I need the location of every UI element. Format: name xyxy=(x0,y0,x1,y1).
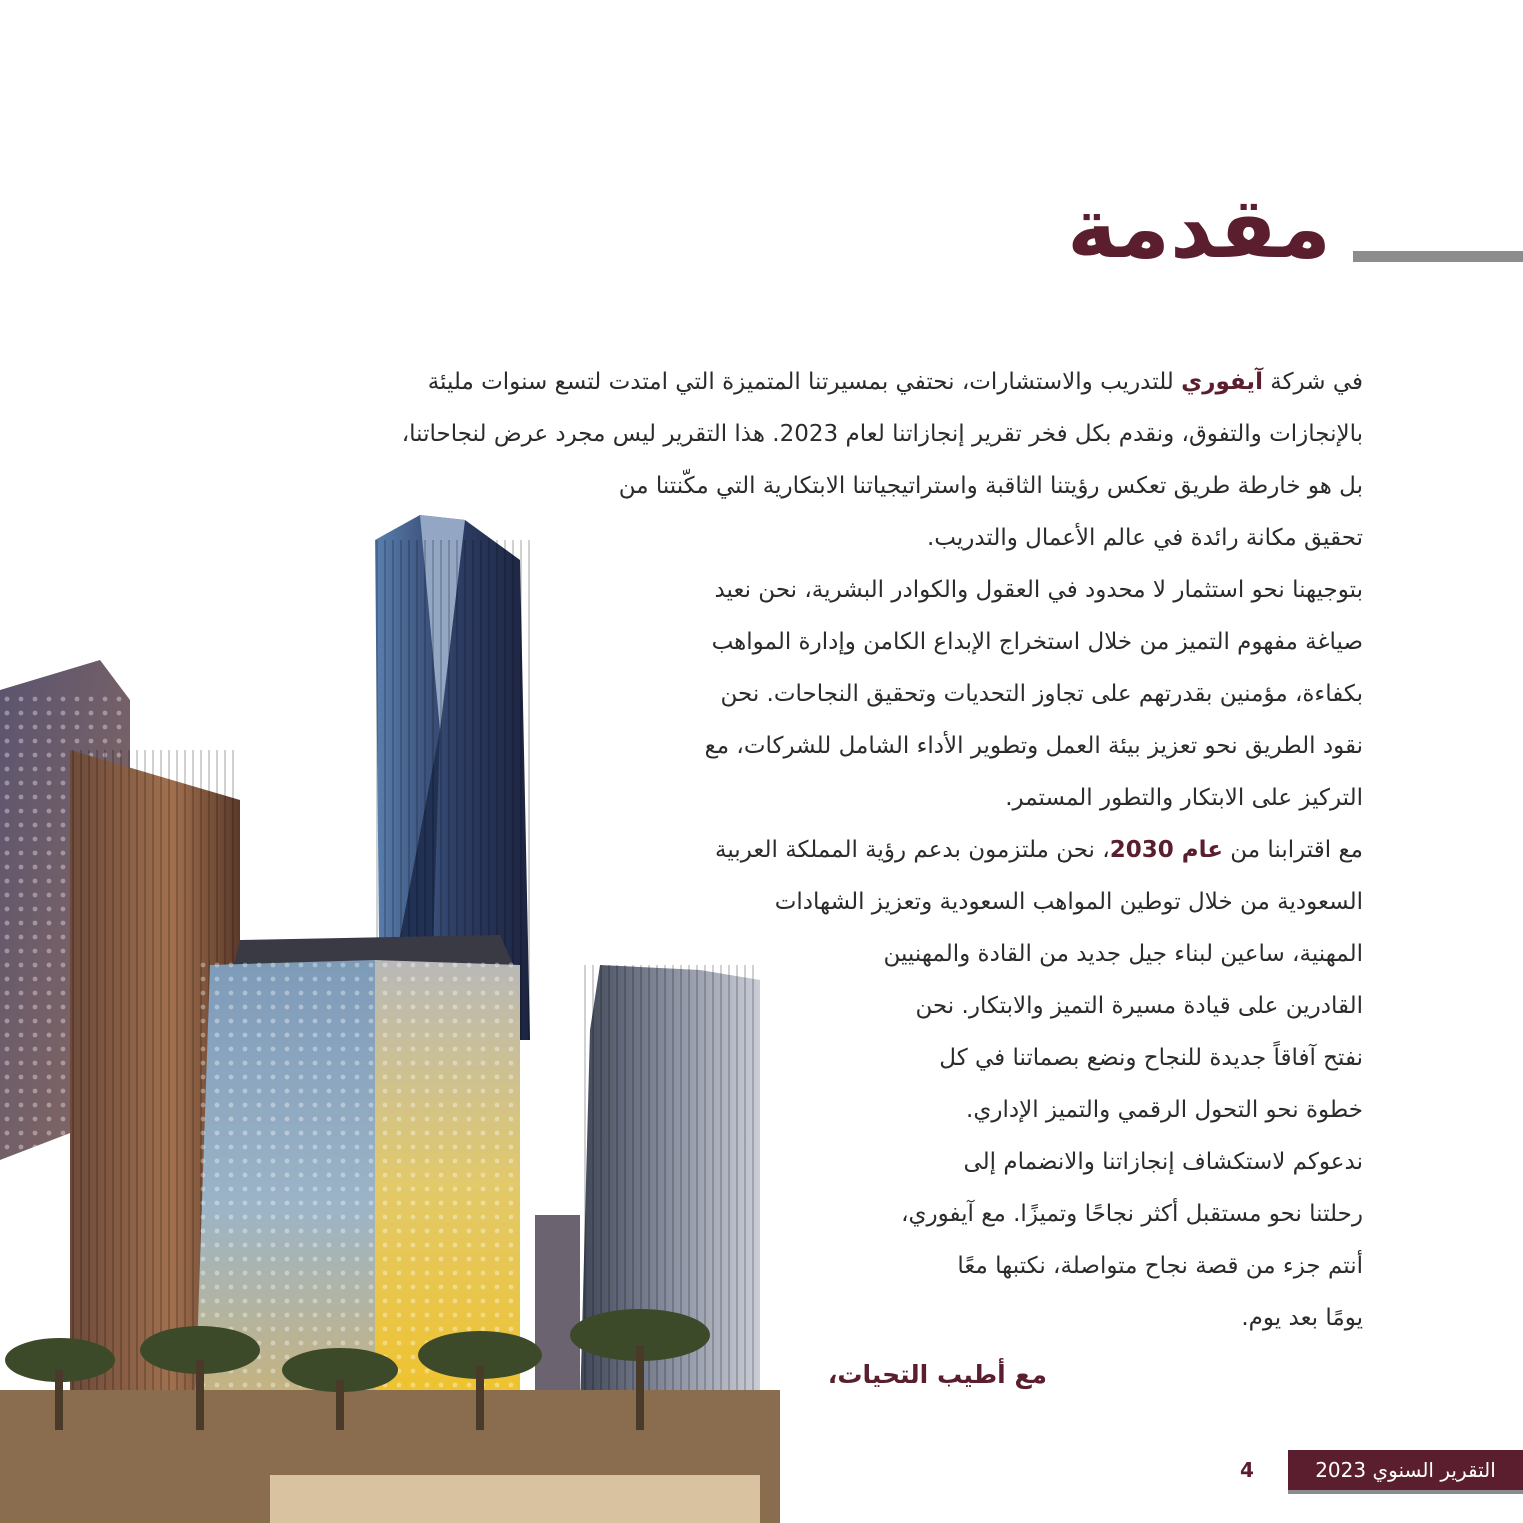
intro-paragraph-3 xyxy=(715,824,1363,1136)
report-label: التقرير السنوي 2023 xyxy=(1288,1450,1523,1490)
text-segment: ، نحن ملتزمون بدعم رؤية المملكة العربية xyxy=(715,837,1110,863)
title-rule xyxy=(1353,251,1523,262)
text-segment: في شركة xyxy=(1262,369,1363,395)
text-segment: للتدريب والاستشارات، نحتفي بمسيرتنا المتميزة التي امتدت لتسع سنوات مليئة xyxy=(427,369,1182,395)
text-line: يومًا بعد يوم. xyxy=(1241,1305,1363,1331)
text-line: بالإنجازات والتفوق، ونقدم بكل فخر تقرير إنجازاتنا لعام 2023. هذا التقرير ليس مجرد عرض لنجاحاتنا، xyxy=(401,421,1363,447)
text-segment: مع اقترابنا من xyxy=(1222,837,1363,863)
text-line: صياغة مفهوم التميز من خلال استخراج الإبداع الكامن وإدارة المواهب xyxy=(711,629,1363,655)
text-line: بتوجيهنا نحو استثمار لا محدود في العقول والكوادر البشرية، نحن نعيد xyxy=(714,577,1363,603)
text-line: بل هو خارطة طريق تعكس رؤيتنا الثاقبة واستراتيجياتنا الابتكارية التي مكّنتنا من xyxy=(618,473,1363,499)
intro-paragraph-2 xyxy=(705,564,1363,824)
text-line: ندعوكم لاستكشاف إنجازاتنا والانضمام إلى xyxy=(963,1149,1363,1175)
text-line: نفتح آفاقاً جديدة للنجاح ونضع بصماتنا في كل xyxy=(939,1045,1363,1071)
skyline-image xyxy=(0,510,780,1523)
text-line: التركيز على الابتكار والتطور المستمر. xyxy=(1005,785,1363,811)
text-line: بكفاءة، مؤمنين بقدرتهم على تجاوز التحديات وتحقيق النجاحات. نحن xyxy=(720,681,1363,707)
text-line: القادرين على قيادة مسيرة التميز والابتكار. نحن xyxy=(915,993,1363,1019)
footer-shadow xyxy=(1288,1490,1523,1494)
text-line: رحلتنا نحو مستقبل أكثر نجاحًا وتميزًا. مع آيفوري، xyxy=(901,1201,1363,1227)
page-title: مقدمة xyxy=(1067,179,1331,277)
vision-year: عام 2030 xyxy=(1109,837,1223,863)
signoff: مع أطيب التحيات، xyxy=(827,1360,1047,1389)
text-line xyxy=(402,356,1363,408)
company-name: آيفوري xyxy=(1181,369,1263,395)
intro-paragraph-1 xyxy=(402,356,1363,564)
text-line: خطوة نحو التحول الرقمي والتميز الإداري. xyxy=(966,1097,1363,1123)
intro-paragraph-4 xyxy=(901,1136,1363,1344)
text-line: أنتم جزء من قصة نجاح متواصلة، نكتبها معًا xyxy=(957,1253,1363,1279)
text-line: المهنية، ساعين لبناء جيل جديد من القادة والمهنيين xyxy=(883,941,1363,967)
text-line: نقود الطريق نحو تعزيز بيئة العمل وتطوير الأداء الشامل للشركات، مع xyxy=(704,733,1363,759)
text-line xyxy=(715,824,1363,876)
text-line: تحقيق مكانة رائدة في عالم الأعمال والتدريب. xyxy=(926,525,1363,551)
text-line: السعودية من خلال توطين المواهب السعودية وتعزيز الشهادات xyxy=(774,889,1363,915)
page-number: 4 xyxy=(1240,1458,1254,1482)
